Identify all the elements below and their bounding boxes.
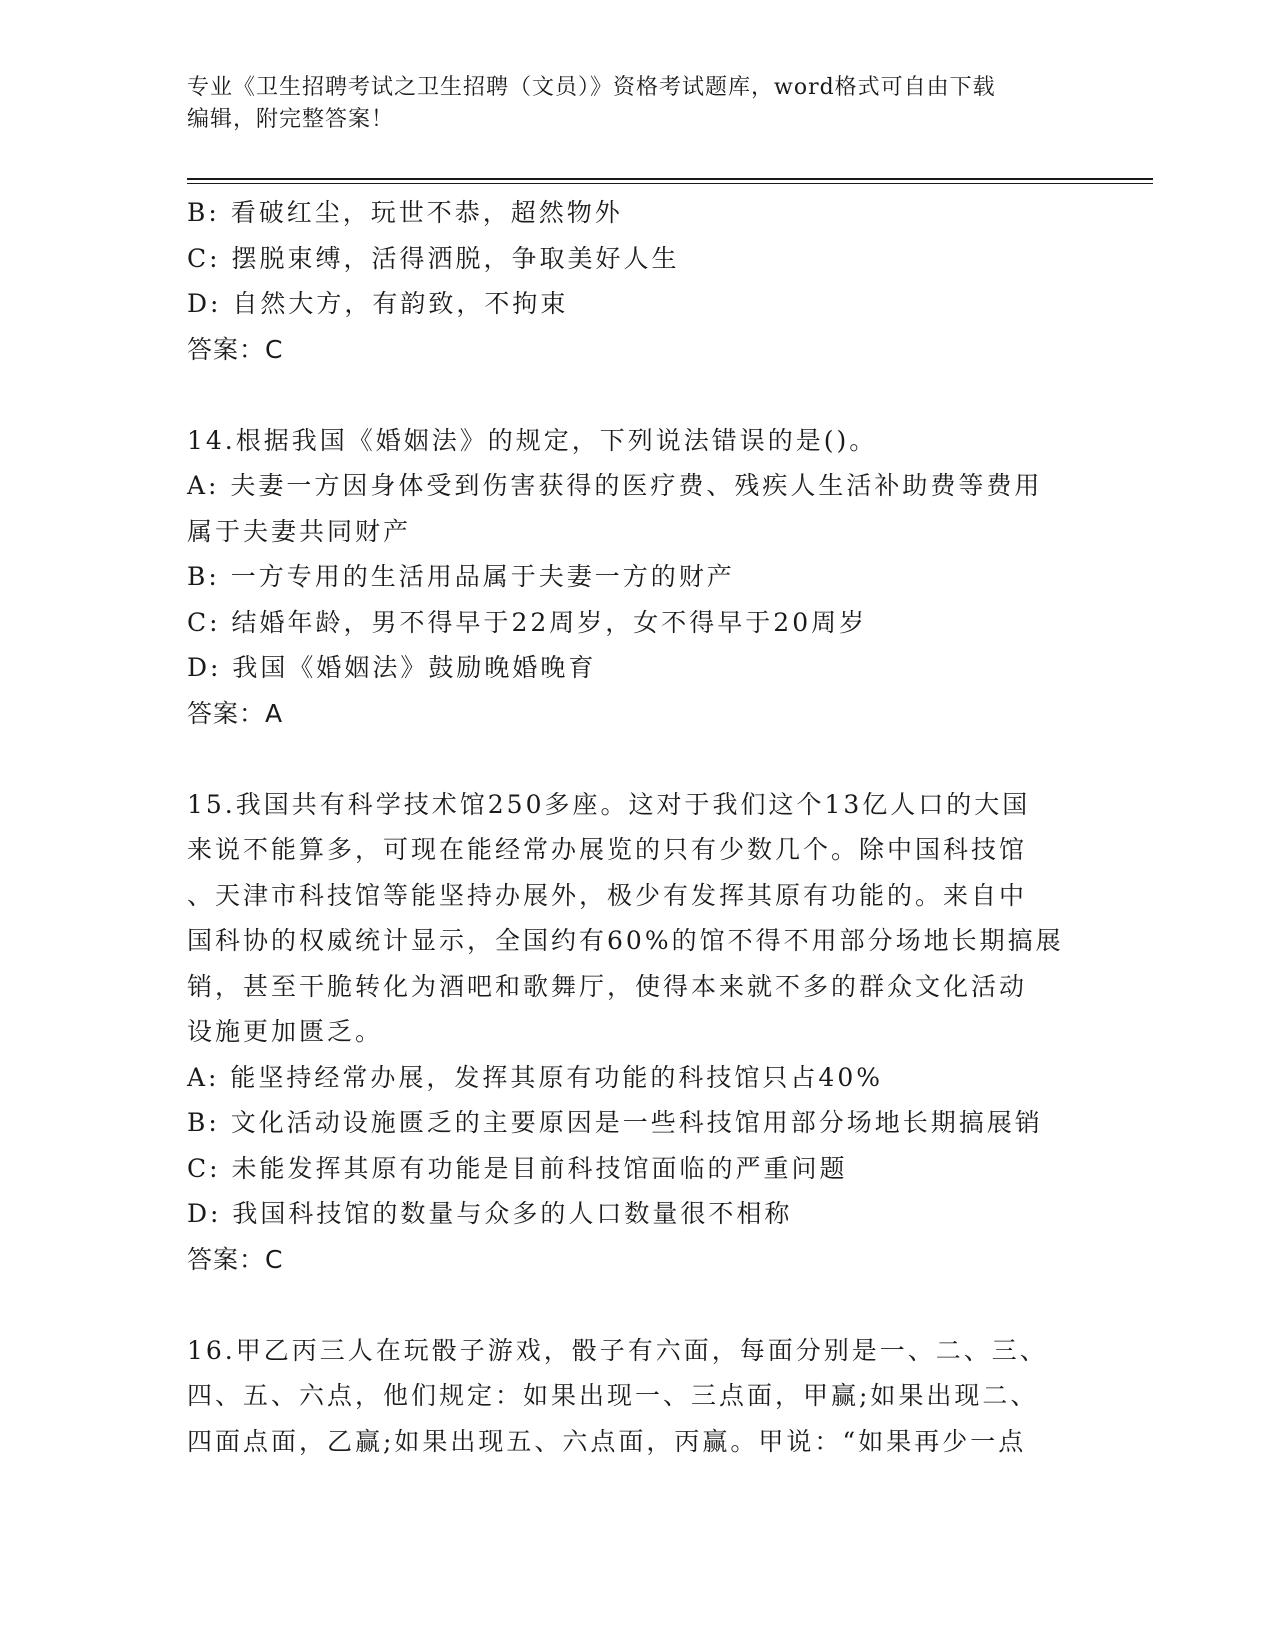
q15-option-c: C: 未能发挥其原有功能是目前科技馆面临的严重问题 <box>187 1153 848 1183</box>
document-body <box>187 190 1087 1464</box>
q14-option-c: C: 结婚年龄，男不得早于22周岁，女不得早于20周岁 <box>187 607 868 637</box>
q14-option-b: B: 一方专用的生活用品属于夫妻一方的财产 <box>187 562 735 591</box>
q13-answer: 答案：C <box>187 334 284 364</box>
q14-answer: 答案：A <box>187 698 284 728</box>
header-line-1: 专业《卫生招聘考试之卫生招聘（文员）》资格考试题库，word格式可自由下载 <box>187 75 996 100</box>
q15-stem-line-5: 销，甚至干脆转化为酒吧和歌舞厅，使得本来就不多的群众文化活动 <box>187 971 1028 1001</box>
q16-stem-line-1: 16.甲乙丙三人在玩骰子游戏，骰子有六面，每面分别是一、二、三、 <box>187 1335 1048 1365</box>
q15-stem-line-6: 设施更加匮乏。 <box>187 1017 384 1046</box>
q15-option-d: D: 我国科技馆的数量与众多的人口数量很不相称 <box>187 1199 793 1228</box>
header-line-2: 编辑，附完整答案！ <box>187 107 395 132</box>
q15-stem-line-2: 来说不能算多，可现在能经常办展览的只有少数几个。除中国科技馆 <box>187 835 1028 864</box>
q15-stem-line-4: 国科协的权威统计显示，全国约有60%的馆不得不用部分场地长期搞展 <box>187 926 1064 955</box>
q16-stem-line-3: 四面点面，乙赢;如果出现五、六点面，丙赢。甲说：“如果再少一点 <box>187 1426 1027 1456</box>
q13-option-d: D: 自然大方，有韵致，不拘束 <box>187 289 569 318</box>
document-header <box>187 72 1087 136</box>
q13-option-b: B: 看破红尘，玩世不恭，超然物外 <box>187 198 623 227</box>
q15-stem-line-1: 15.我国共有科学技术馆250多座。这对于我们这个13亿人口的大国 <box>187 789 1031 819</box>
spacer <box>187 1282 1087 1328</box>
spacer <box>187 372 1087 418</box>
q15-stem-line-3: 、天津市科技馆等能坚持办展外，极少有发挥其原有功能的。来自中 <box>187 880 1028 910</box>
q15-answer: 答案：C <box>187 1244 284 1274</box>
header-divider-thin <box>187 183 1153 184</box>
q14-option-a-line-1: A: 夫妻一方因身体受到伤害获得的医疗费、残疾人生活补助费等费用 <box>187 471 1043 500</box>
q14-option-d: D: 我国《婚姻法》鼓励晚婚晚育 <box>187 653 597 682</box>
q15-option-b: B: 文化活动设施匮乏的主要原因是一些科技馆用部分场地长期搞展销 <box>187 1108 1043 1137</box>
spacer <box>187 736 1087 782</box>
q14-stem: 14.根据我国《婚姻法》的规定，下列说法错误的是()。 <box>187 425 878 455</box>
header-divider-thick <box>187 178 1153 180</box>
q13-option-c: C: 摆脱束缚，活得洒脱，争取美好人生 <box>187 243 680 273</box>
q16-stem-line-2: 四、五、六点，他们规定：如果出现一、三点面，甲赢;如果出现二、 <box>187 1381 1039 1410</box>
q14-option-a-line-2: 属于夫妻共同财产 <box>187 516 412 546</box>
q15-option-a: A: 能坚持经常办展，发挥其原有功能的科技馆只占40% <box>187 1062 883 1092</box>
